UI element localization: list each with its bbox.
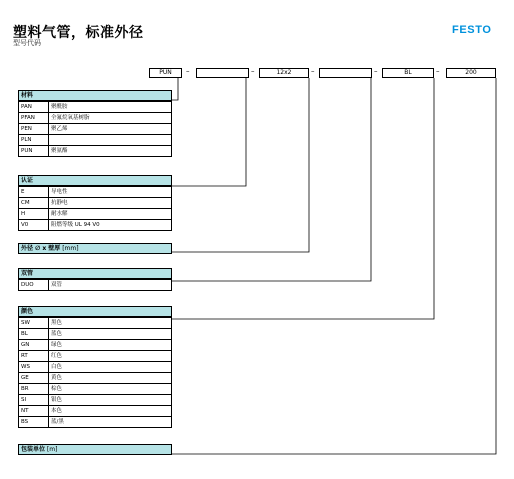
table-row	[19, 135, 172, 146]
table-row	[19, 362, 172, 373]
code-box-material: PUN	[149, 68, 182, 78]
certification-table	[18, 186, 172, 231]
option-desc: 聚酰胺	[49, 102, 172, 113]
color-heading: 颜色	[18, 306, 172, 317]
table-row	[19, 384, 172, 395]
festo-logo: FESTO	[452, 24, 492, 36]
option-code: GN	[19, 340, 49, 351]
connector-color	[172, 78, 434, 319]
connector-certification	[172, 78, 246, 186]
option-desc: 全氟烷氧基树脂	[49, 113, 172, 124]
option-code: V0	[19, 220, 49, 231]
connector-packaging	[172, 78, 496, 454]
option-code: SW	[19, 318, 49, 329]
option-code: CM	[19, 198, 49, 209]
option-desc: 棕色	[49, 384, 172, 395]
option-desc: 双管	[49, 280, 172, 291]
packaging-heading	[18, 444, 172, 455]
table-row	[19, 113, 172, 124]
double-section	[18, 268, 172, 291]
table-row	[19, 220, 172, 231]
option-desc: 导电性	[49, 187, 172, 198]
code-box-color: BL	[382, 68, 434, 78]
option-desc: 银色	[49, 395, 172, 406]
option-desc: 绿色	[49, 340, 172, 351]
double-heading: 双管	[18, 268, 172, 279]
diameter-section	[18, 243, 172, 254]
table-row	[19, 318, 172, 329]
option-desc: 白色	[49, 362, 172, 373]
code-dash: –	[374, 67, 378, 75]
option-code: BR	[19, 384, 49, 395]
table-row	[19, 340, 172, 351]
option-desc: 黄色	[49, 373, 172, 384]
table-row	[19, 395, 172, 406]
connector-double	[172, 78, 371, 281]
table-row	[19, 209, 172, 220]
page-subtitle: 型号代码	[13, 39, 41, 47]
table-row	[19, 351, 172, 362]
color-section	[18, 306, 172, 428]
option-code: E	[19, 187, 49, 198]
option-desc: 本色	[49, 406, 172, 417]
option-code: NT	[19, 406, 49, 417]
option-code: PLN	[19, 135, 49, 146]
option-desc: 蓝色	[49, 329, 172, 340]
code-box-packaging: 200	[446, 68, 496, 78]
option-code: PEN	[19, 124, 49, 135]
material-section	[18, 90, 172, 157]
option-code: RT	[19, 351, 49, 362]
certification-section	[18, 175, 172, 231]
table-row	[19, 280, 172, 291]
option-desc: 红色	[49, 351, 172, 362]
double-table	[18, 279, 172, 291]
option-code: SI	[19, 395, 49, 406]
table-row	[19, 417, 172, 428]
option-desc: 聚乙烯	[49, 124, 172, 135]
packaging-heading-label: 包装单位	[21, 446, 46, 453]
code-box-diameter: 12x2	[259, 68, 309, 78]
option-code: DUO	[19, 280, 49, 291]
option-desc: 黑色	[49, 318, 172, 329]
code-dash: –	[311, 67, 315, 75]
page-title: 塑料气管，标准外径	[13, 25, 144, 41]
code-dash: –	[436, 67, 440, 75]
diameter-heading-unit: [mm]	[60, 245, 79, 252]
certification-heading: 认证	[18, 175, 172, 186]
material-table	[18, 101, 172, 157]
option-code: PAN	[19, 102, 49, 113]
packaging-section	[18, 444, 172, 455]
option-desc: 阻燃等级 UL 94 V0	[49, 220, 172, 231]
table-row	[19, 102, 172, 113]
table-row	[19, 146, 172, 157]
option-desc: 聚氨酯	[49, 146, 172, 157]
connector-material	[172, 78, 178, 100]
option-code: PFAN	[19, 113, 49, 124]
option-code: BL	[19, 329, 49, 340]
code-dash: –	[186, 67, 190, 75]
table-row	[19, 373, 172, 384]
material-heading: 材料	[18, 90, 172, 101]
table-row	[19, 198, 172, 209]
table-row	[19, 406, 172, 417]
packaging-heading-unit: [m]	[45, 446, 58, 453]
option-desc: 蓝/黑	[49, 417, 172, 428]
table-row	[19, 124, 172, 135]
diameter-heading	[18, 243, 172, 254]
option-code: GE	[19, 373, 49, 384]
option-code: PUN	[19, 146, 49, 157]
option-desc: 抗静电	[49, 198, 172, 209]
option-desc	[49, 135, 172, 146]
connector-diameter	[172, 78, 309, 252]
code-dash: –	[251, 67, 255, 75]
option-code: WS	[19, 362, 49, 373]
option-code: BS	[19, 417, 49, 428]
table-row	[19, 187, 172, 198]
table-row	[19, 329, 172, 340]
option-code: H	[19, 209, 49, 220]
diameter-heading-label: 外径 ∅ x 壁厚	[21, 245, 61, 252]
option-desc: 耐水解	[49, 209, 172, 220]
color-table	[18, 317, 172, 428]
